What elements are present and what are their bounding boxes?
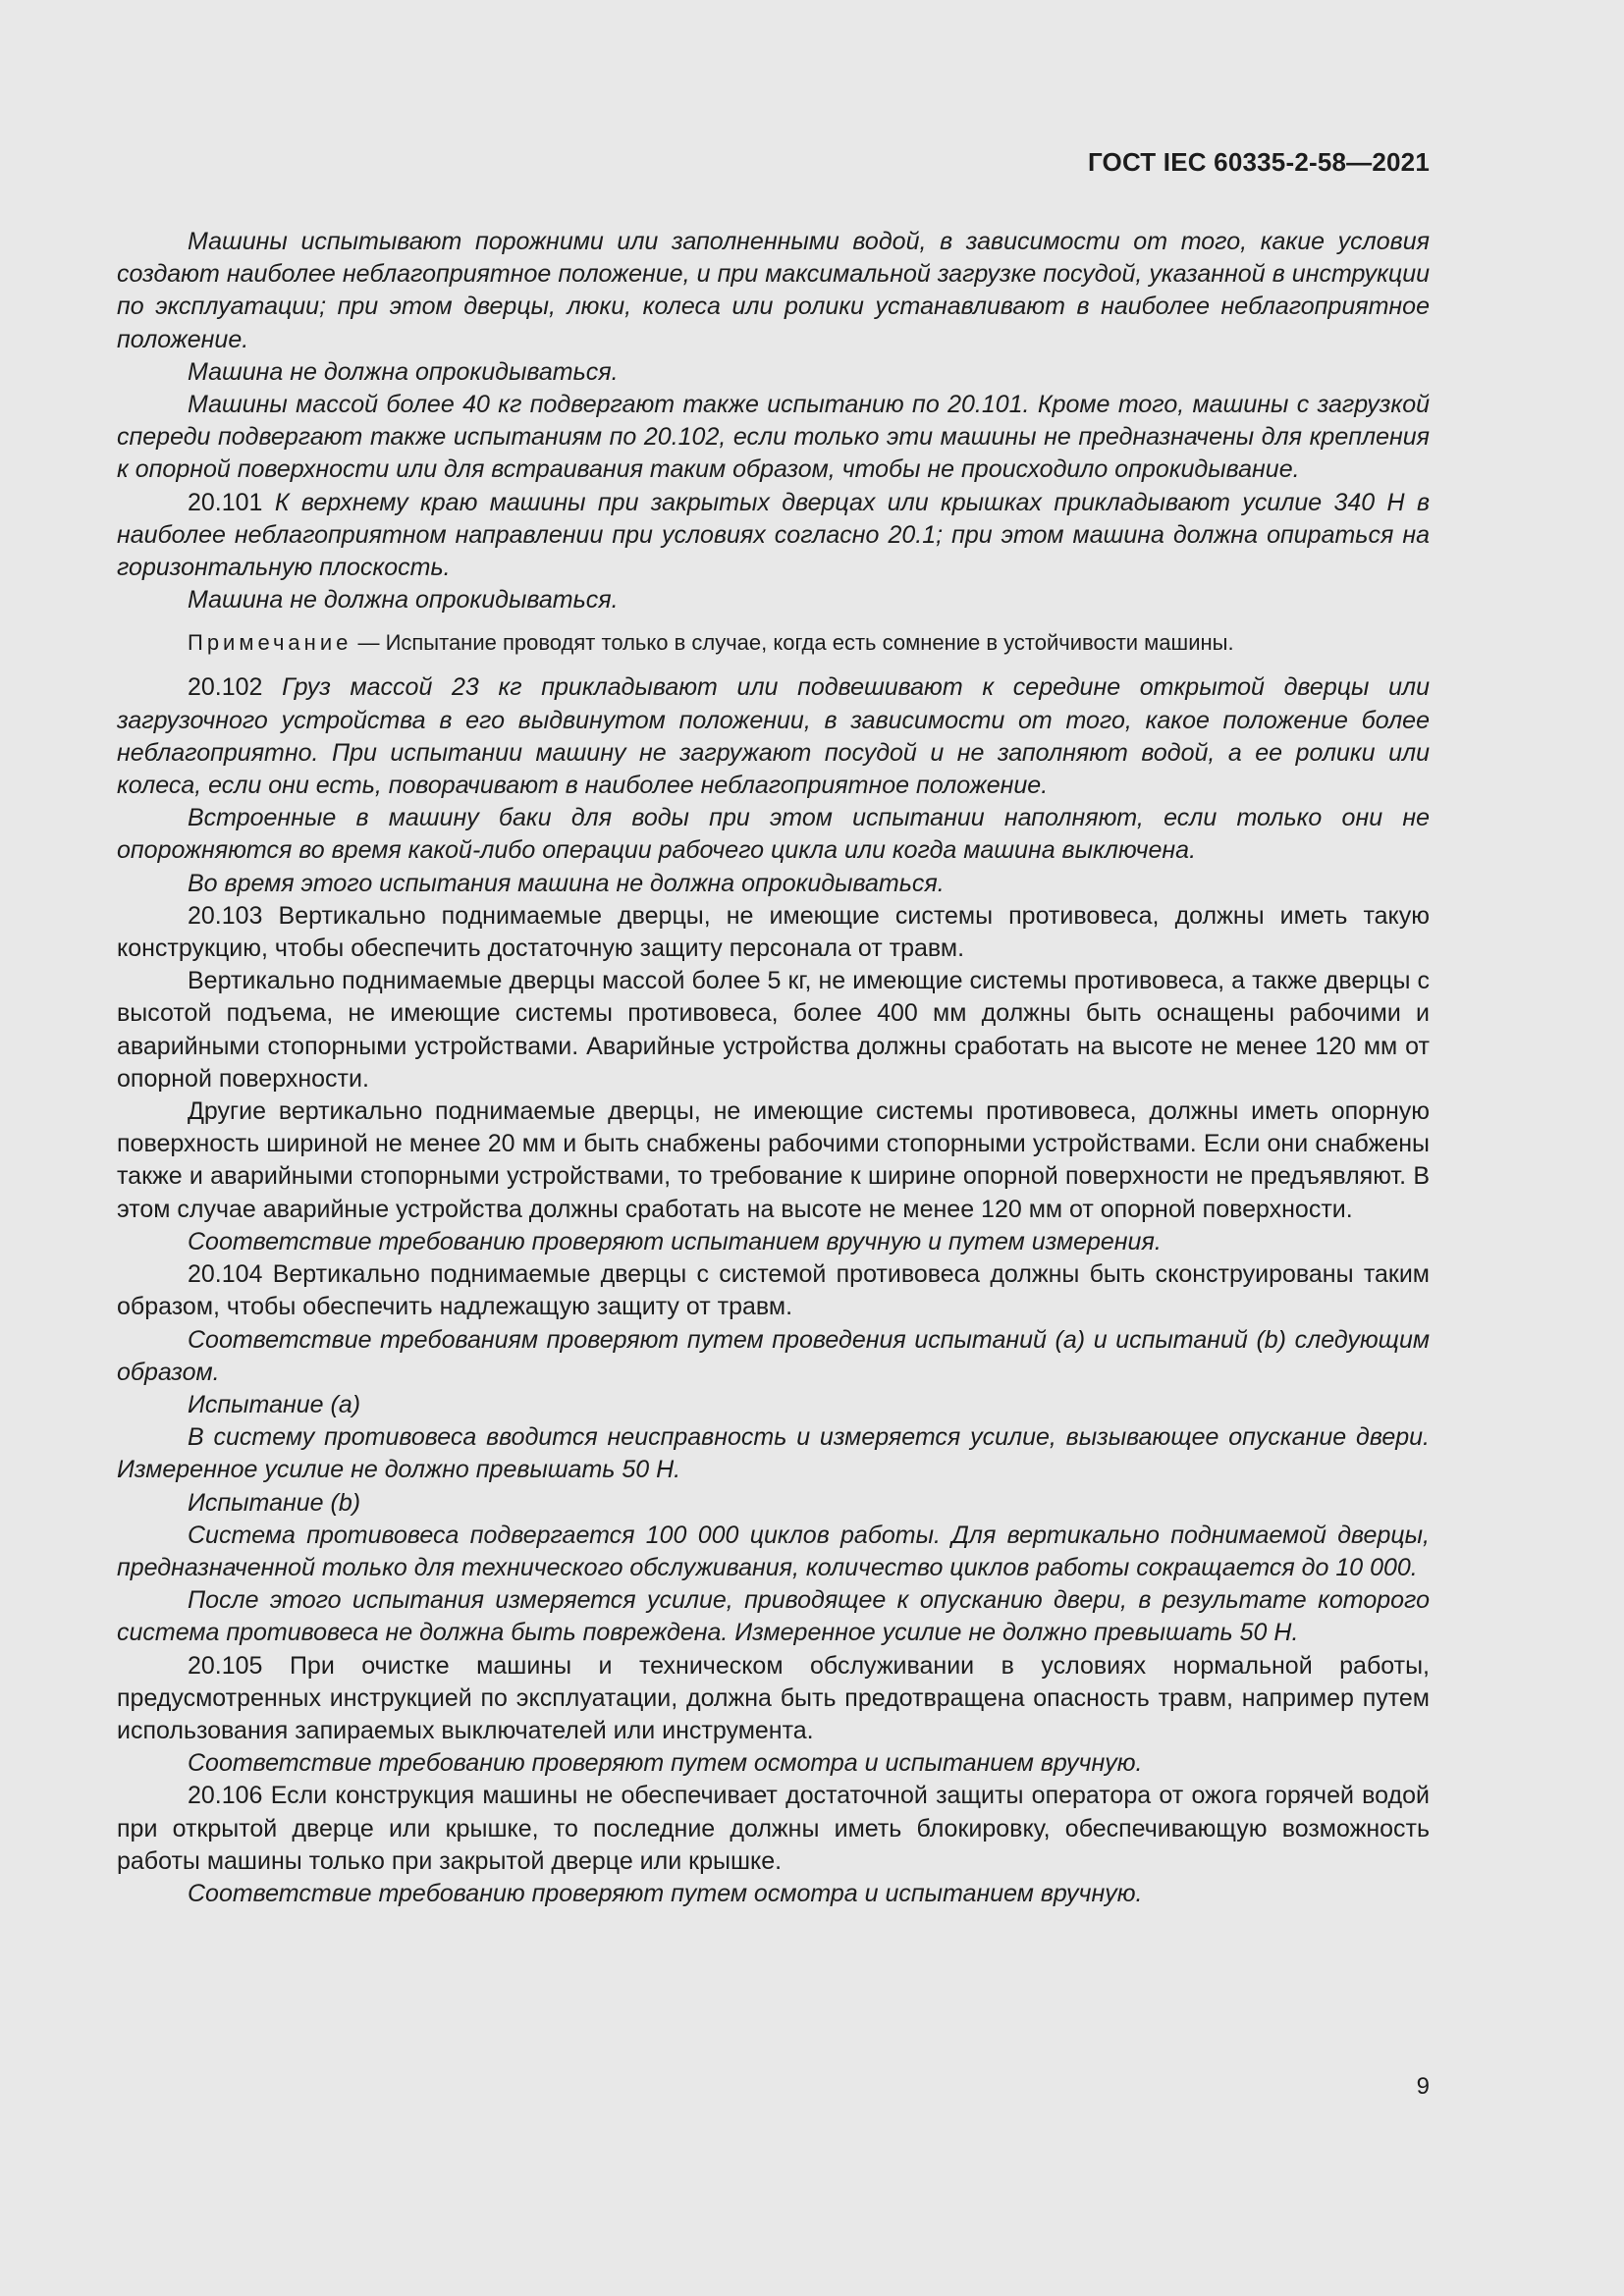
paragraph-text: 20.106 Если конструкция машины не обеспечивает достаточной защиты оператора от ожога горячей водой при открытой дверце или крышке, то последние должны иметь блокировку, обеспечивающую возможность работы машины только при закрытой дверце или крышке.	[117, 1782, 1430, 1875]
paragraph	[117, 389, 1430, 487]
document-header: ГОСТ IEC 60335-2-58—2021	[1087, 147, 1430, 177]
paragraph-group-1	[117, 226, 1430, 616]
paragraph-text: Машины испытывают порожними или заполненными водой, в зависимости от того, какие условия создают наиболее неблагоприятное положение, и при максимальной загрузке посудой, указанной в инструкции по эксплуатации; при этом дверцы, люки, колеса или ролики устанавливают в наиболее неблагоприятное положение.	[117, 228, 1430, 353]
paragraph-text: Вертикально поднимаемые дверцы массой более 5 кг, не имеющие системы противовеса, а также дверцы с высотой подъема, не имеющие системы противовеса, более 400 мм должны быть оснащены рабочими и аварийными стопорными устройствами. Аварийные устройства должны сработать на высоте не менее 120 мм от опорной поверхности.	[117, 967, 1430, 1093]
paragraph	[117, 487, 1430, 585]
note-label: Примечание	[188, 630, 352, 656]
paragraph	[117, 226, 1430, 356]
page-number: 9	[1416, 2073, 1430, 2100]
paragraph	[117, 900, 1430, 965]
paragraph-text: Соответствие требованию проверяют путем осмотра и испытанием вручную.	[188, 1879, 1143, 1907]
paragraph	[117, 1747, 1430, 1780]
paragraph-text: Испытание (b)	[188, 1488, 361, 1517]
paragraph-text: Машина не должна опрокидываться.	[188, 357, 619, 386]
paragraph-text: 20.104 Вертикально поднимаемые дверцы с системой противовеса должны быть сконструированы таким образом, чтобы обеспечить надлежащую защиту от травм.	[117, 1260, 1430, 1321]
paragraph	[117, 1226, 1430, 1258]
paragraph	[117, 671, 1430, 802]
paragraph-text: Соответствие требованию проверяют испытанием вручную и путем измерения.	[188, 1227, 1162, 1255]
paragraph	[117, 1324, 1430, 1389]
paragraph-text: Машины массой более 40 кг подвергают также испытанию по 20.101. Кроме того, машины с загрузкой спереди подвергают также испытаниям по 20.102, если только эти машины не предназначены для крепления к опорной поверхности или для встраивания таким образом, чтобы не происходило опрокидывание.	[117, 391, 1430, 484]
paragraph-text: Другие вертикально поднимаемые дверцы, не имеющие системы противовеса, должны иметь опорную поверхность шириной не менее 20 мм и быть снабжены рабочими стопорными устройствами. Если они снабжены также и аварийными стопорными устройствами, то требование к ширине опорной поверхности не предъявляют. В этом случае аварийные устройства должны сработать на высоте не менее 120 мм от опорной поверхности.	[117, 1097, 1430, 1223]
paragraph	[117, 584, 1430, 616]
paragraph	[117, 1584, 1430, 1649]
paragraph	[117, 1878, 1430, 1910]
paragraph	[117, 1650, 1430, 1748]
paragraph	[117, 965, 1430, 1095]
clause-number: 20.101	[188, 488, 263, 516]
paragraph-text: Соответствие требованиям проверяют путем проведения испытаний (а) и испытаний (b) следующим образом.	[117, 1325, 1430, 1386]
paragraph-text: В систему противовеса вводится неисправность и измеряется усилие, вызывающее опускание двери. Измеренное усилие не должно превышать 50 Н.	[117, 1423, 1430, 1484]
paragraph-text: 20.105 При очистке машины и техническом обслуживании в условиях нормальной работы, предусмотренных инструкцией по эксплуатации, должна быть предотвращена опасность травм, например путем использования запираемых выключателей или инструмента.	[117, 1651, 1430, 1744]
paragraph-text: Встроенные в машину баки для воды при этом испытании наполняют, если только они не опорожняются во время какой-либо операции рабочего цикла или когда машина выключена.	[117, 804, 1430, 865]
paragraph	[117, 1258, 1430, 1323]
paragraph	[117, 868, 1430, 900]
paragraph-text: Испытание (а)	[188, 1390, 361, 1418]
paragraph	[117, 356, 1430, 389]
paragraph-text: Соответствие требованию проверяют путем осмотра и испытанием вручную.	[188, 1749, 1143, 1778]
note-text: — Испытание проводят только в случае, когда есть сомнение в устойчивости машины.	[357, 630, 1234, 656]
paragraph-text: 20.103 Вертикально поднимаемые дверцы, не имеющие системы противовеса, должны иметь такую конструкцию, чтобы обеспечить достаточную защиту персонала от травм.	[117, 901, 1430, 963]
paragraph	[117, 802, 1430, 867]
paragraph-text: Груз массой 23 кг прикладывают или подвешивают к середине открытой дверцы или загрузочного устройства в его выдвинутом положении, в зависимости от того, какое положение более неблагоприятно. При испытании машину не загружают посудой и не заполняют водой, а ее ролики или колеса, если они есть, поворачивают в наиболее неблагоприятное положение.	[117, 673, 1430, 800]
paragraph-group-2	[117, 671, 1430, 1910]
document-body	[117, 226, 1430, 1910]
paragraph-text: К верхнему краю машины при закрытых дверцах или крышках прикладывают усилие 340 Н в наиболее неблагоприятном направлении при условиях согласно 20.1; при этом машина должна опираться на горизонтальную плоскость.	[117, 488, 1430, 582]
note	[117, 628, 1430, 658]
paragraph-text: Система противовеса подвергается 100 000 циклов работы. Для вертикально поднимаемой дверцы, предназначенной только для технического обслуживания, количество циклов работы сокращается до 10 000.	[117, 1521, 1430, 1581]
paragraph	[117, 1389, 1430, 1421]
paragraph	[117, 1487, 1430, 1520]
paragraph-text: Во время этого испытания машина не должна опрокидываться.	[188, 869, 945, 897]
paragraph-text: Машина не должна опрокидываться.	[188, 586, 619, 614]
paragraph-text: После этого испытания измеряется усилие, приводящее к опусканию двери, в результате которого система противовеса не должна быть повреждена. Измеренное усилие не должно превышать 50 Н.	[117, 1586, 1430, 1647]
paragraph	[117, 1421, 1430, 1486]
paragraph	[117, 1520, 1430, 1584]
paragraph	[117, 1095, 1430, 1226]
clause-number: 20.102	[188, 673, 263, 702]
paragraph	[117, 1780, 1430, 1878]
